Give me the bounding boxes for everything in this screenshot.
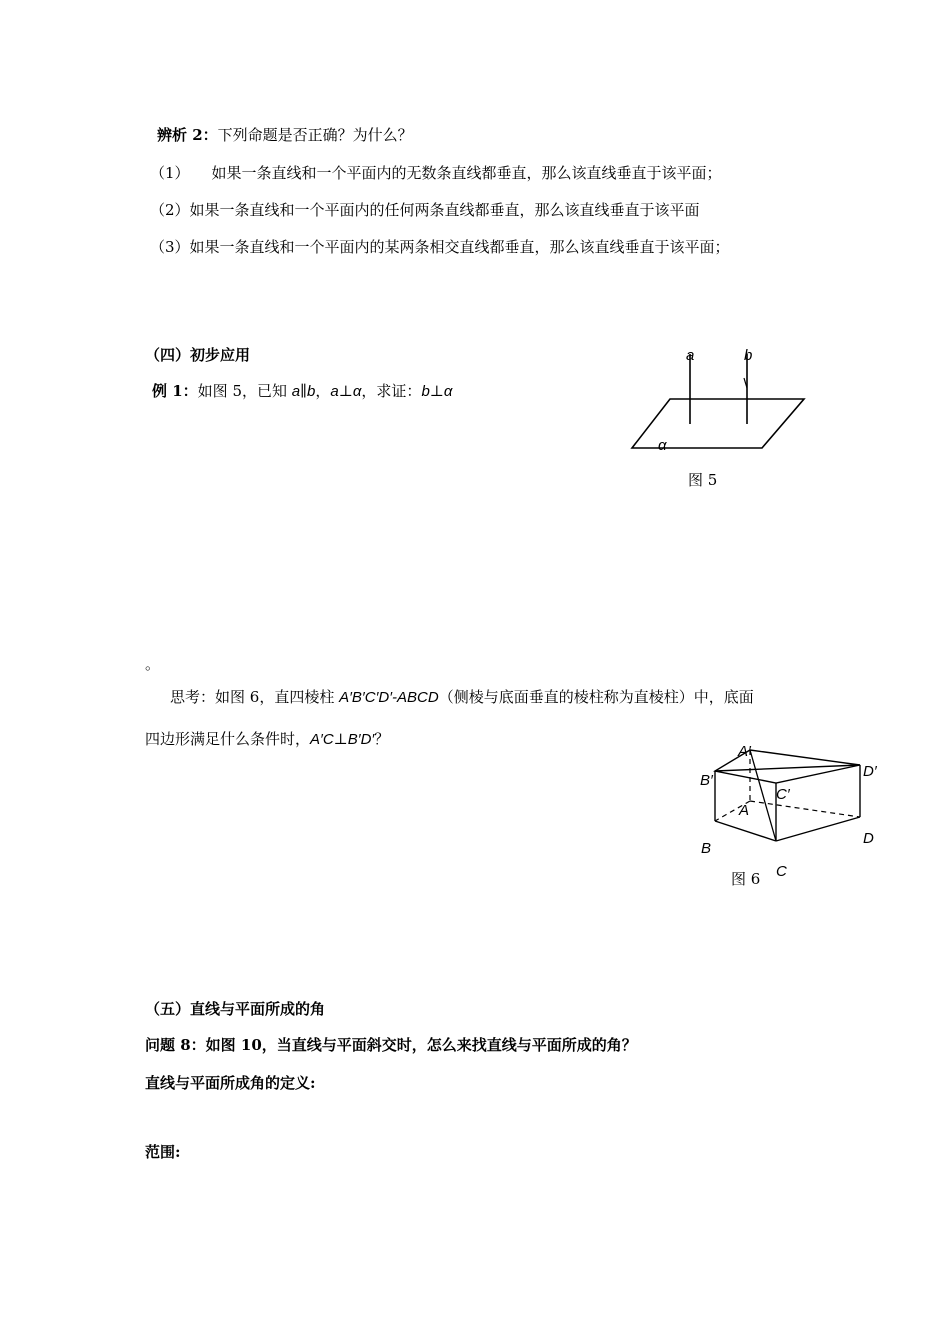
perp-symbol: ⊥ xyxy=(333,730,348,748)
label-a: A xyxy=(739,802,750,819)
label-d1: D′ xyxy=(863,763,877,780)
think-line2-pre: 四边形满足什么条件时， xyxy=(145,730,311,748)
parallel-symbol: ∥ xyxy=(300,382,308,400)
figure-5-caption: 图 5 xyxy=(688,471,718,489)
diagonal-a1c xyxy=(750,750,776,841)
var-b: b xyxy=(421,383,430,400)
var-a: a xyxy=(291,383,301,400)
think-line-2 xyxy=(145,729,389,750)
segment-ac: A′C xyxy=(310,731,334,748)
edge-bc xyxy=(715,821,776,841)
segment-bd: B′D′ xyxy=(347,731,375,748)
item-text: 如果一条直线和一个平面内的无数条直线都垂直，那么该直线垂直于该平面； xyxy=(211,164,722,182)
perp-symbol: ⊥ xyxy=(338,382,353,400)
section4-title: （四）初步应用 xyxy=(145,346,251,364)
figure-6-svg xyxy=(690,735,890,885)
think-text-pre: 如图 6，直四棱柱 xyxy=(215,688,340,706)
analysis2-item-3 xyxy=(150,237,730,257)
example-label: 例 1： xyxy=(152,382,198,400)
label-c1: C′ xyxy=(776,786,790,803)
think-line2-post: ？ xyxy=(374,730,390,748)
example1 xyxy=(152,381,452,402)
item-number: （3） xyxy=(150,238,190,256)
definition-label: 直线与平面所成角的定义: xyxy=(145,1074,316,1092)
analysis2-item-2 xyxy=(150,200,700,220)
question-8: 问题 8：如图 10，当直线与平面斜交时，怎么来找直线与平面所成的角？ xyxy=(145,1036,637,1054)
item-number: （1） xyxy=(150,164,190,182)
label-a1: A′ xyxy=(738,743,751,760)
think-line-1 xyxy=(170,687,754,708)
analysis2-question: 下列命题是否正确？为什么？ xyxy=(217,126,413,144)
var-alpha: α xyxy=(352,383,362,400)
var-a: a xyxy=(330,383,339,400)
item-number: （2） xyxy=(150,201,190,219)
item-text: 如果一条直线和一个平面内的某两条相交直线都垂直，那么该直线垂直于该平面； xyxy=(189,238,730,256)
var-b: b xyxy=(307,383,316,400)
label-c: C xyxy=(776,863,787,880)
analysis2-heading: 辨析 2： xyxy=(157,126,218,144)
comma: ， xyxy=(315,382,331,400)
think-label: 思考： xyxy=(170,688,216,706)
label-a: a xyxy=(686,347,695,364)
var-alpha: α xyxy=(443,383,453,400)
analysis2-heading-line xyxy=(157,125,413,145)
range-label: 范围: xyxy=(145,1143,181,1161)
stray-period: 。 xyxy=(145,655,161,673)
example-pre: 如图 5，已知 xyxy=(197,382,292,400)
figure-6-caption: 图 6 xyxy=(731,870,761,888)
label-b1: B′ xyxy=(700,772,713,789)
analysis2-item-1 xyxy=(150,163,722,183)
label-alpha: α xyxy=(658,437,667,454)
figure-5-svg xyxy=(620,340,820,460)
section5-title: （五）直线与平面所成的角 xyxy=(145,1000,326,1018)
prove-text: ，求证： xyxy=(361,382,422,400)
label-b: B xyxy=(701,840,712,857)
item-text: 如果一条直线和一个平面内的任何两条直线都垂直，那么该直线垂直于该平面 xyxy=(189,201,700,219)
perp-symbol: ⊥ xyxy=(429,382,444,400)
prism-name: A′B′C′D′-ABCD xyxy=(339,689,439,706)
think-text-post: （侧棱与底面垂直的棱柱称为直棱柱）中，底面 xyxy=(438,688,754,706)
edge-cd xyxy=(776,817,860,841)
figure-6 xyxy=(690,735,890,885)
figure-5 xyxy=(620,340,820,460)
label-b: b xyxy=(744,347,753,364)
label-d: D xyxy=(863,830,874,847)
